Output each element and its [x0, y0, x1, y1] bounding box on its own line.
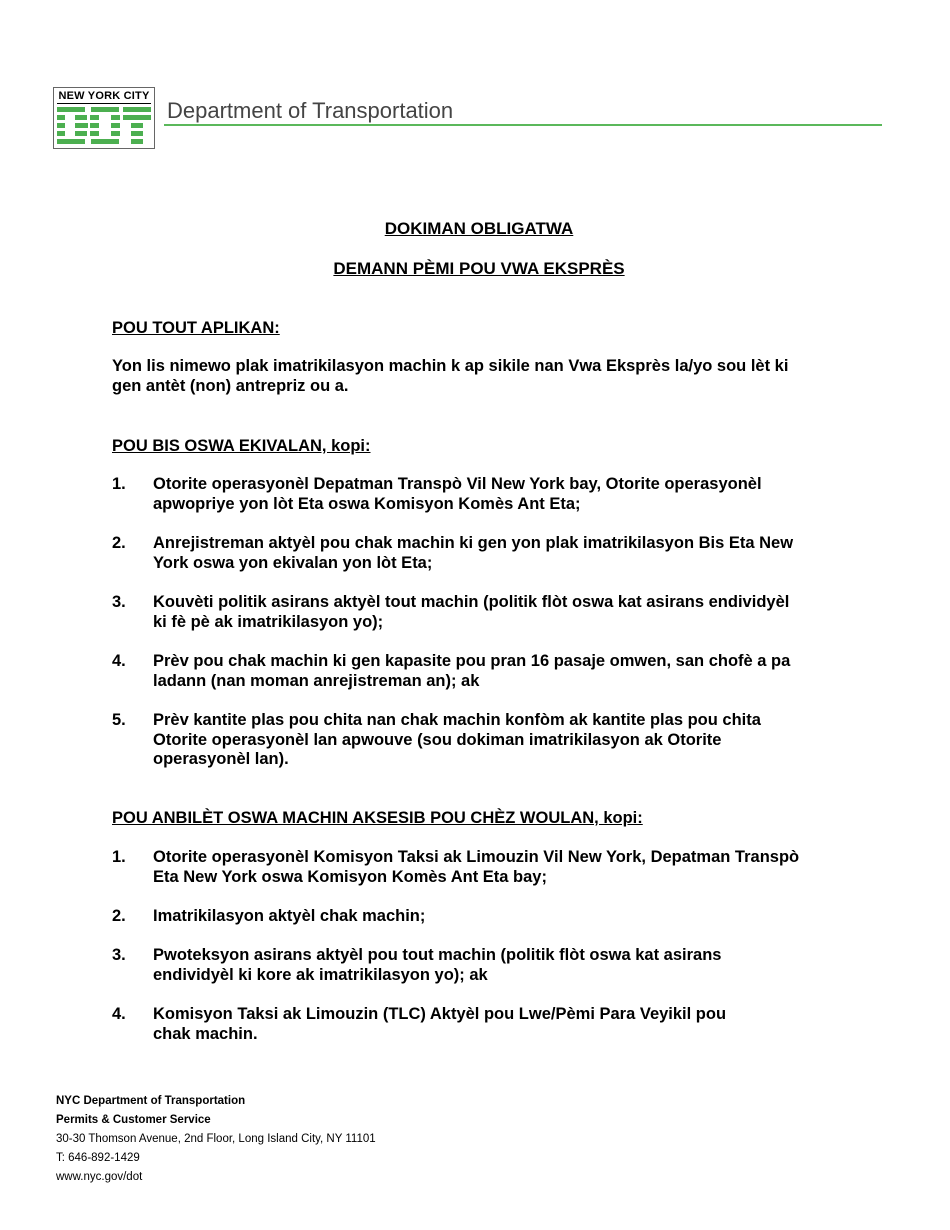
section-text: [112, 357, 832, 396]
department-title: Department of Transportation: [167, 98, 454, 123]
logo-text: NEW YORK CITY: [58, 90, 150, 102]
item-text: chak machin.: [153, 1024, 258, 1043]
document-title: DOKIMAN OBLIGATWA: [384, 219, 574, 238]
item-text: ki fè pè ak imatrikilasyon yo);: [153, 612, 384, 631]
item-text: Otorite operasyonèl Depatman Transpò Vil New York bay, Otorite operasyonèl: [153, 475, 762, 493]
item-number: 2.: [112, 907, 126, 925]
item-text: endividyèl ki kore ak imatrikilasyon yo); ak: [153, 965, 488, 984]
footer-address: 30-30 Thomson Avenue, 2nd Floor, Long Island City, NY 11101: [56, 1133, 376, 1145]
header-rule: [164, 124, 882, 126]
footer-website: www.nyc.gov/dot: [56, 1171, 143, 1183]
item-number: 3.: [112, 946, 126, 964]
item-number: 5.: [112, 711, 126, 729]
item-text: York oswa yon ekivalan yon lòt Eta;: [153, 553, 433, 572]
item-text: apwopriye yon lòt Eta oswa Komisyon Komès Ant Eta;: [153, 494, 581, 513]
footer-org: NYC Department of Transportation: [56, 1095, 246, 1107]
dot-logo-mark-icon: [57, 107, 151, 145]
item-text: ladann (nan moman anrejistreman an); ak: [153, 671, 480, 690]
item-number: 2.: [112, 534, 126, 552]
item-text: Pwoteksyon asirans aktyèl pou tout machin (politik flòt oswa kat asirans: [153, 946, 722, 964]
section-heading-ambulette: POU ANBILÈT OSWA MACHIN AKSESIB POU CHÈZ WOULAN, kopi:: [112, 809, 643, 827]
text-line: Yon lis nimewo plak imatrikilasyon machin k ap sikile nan Vwa Eksprès la/yo sou lèt ki: [112, 357, 789, 375]
footer-unit: Permits & Customer Service: [56, 1114, 211, 1126]
item-number: 1.: [112, 848, 126, 866]
item-text: Kouvèti politik asirans aktyèl tout machin (politik flòt oswa kat asirans endividyèl: [153, 593, 790, 611]
item-text: Otorite operasyonèl lan apwouve (sou dokiman imatrikilasyon ak Otorite: [153, 730, 722, 749]
item-text: operasyonèl lan).: [153, 750, 289, 768]
section-heading-bus: POU BIS OSWA EKIVALAN, kopi:: [112, 437, 371, 455]
item-text: Komisyon Taksi ak Limouzin (TLC) Aktyèl pou Lwe/Pèmi Para Veyikil pou: [153, 1005, 727, 1023]
document-subtitle: DEMANN PÈMI POU VWA EKSPRÈS: [333, 259, 625, 278]
item-number: 3.: [112, 593, 126, 611]
item-text: Prèv kantite plas pou chita nan chak machin konfòm ak kantite plas pou chita: [153, 711, 761, 729]
item-text: Otorite operasyonèl Komisyon Taksi ak Limouzin Vil New York, Depatman Transpò: [153, 848, 800, 866]
item-text: Prèv pou chak machin ki gen kapasite pou pran 16 pasaje omwen, san chofè a pa: [153, 652, 791, 670]
text-line: gen antèt (non) antrepriz ou a.: [112, 376, 349, 395]
item-text: Imatrikilasyon aktyèl chak machin;: [153, 907, 426, 925]
section-heading-all-applicants: POU TOUT APLIKAN:: [112, 319, 280, 337]
item-text: Eta New York oswa Komisyon Komès Ant Eta bay;: [153, 867, 547, 886]
item-text: Anrejistreman aktyèl pou chak machin ki gen yon plak imatrikilasyon Bis Eta New: [153, 534, 794, 552]
footer-phone: T: 646-892-1429: [56, 1152, 140, 1164]
item-number: 4.: [112, 652, 126, 670]
item-number: 1.: [112, 475, 126, 493]
nyc-dot-logo: [53, 87, 155, 149]
item-number: 4.: [112, 1005, 126, 1023]
